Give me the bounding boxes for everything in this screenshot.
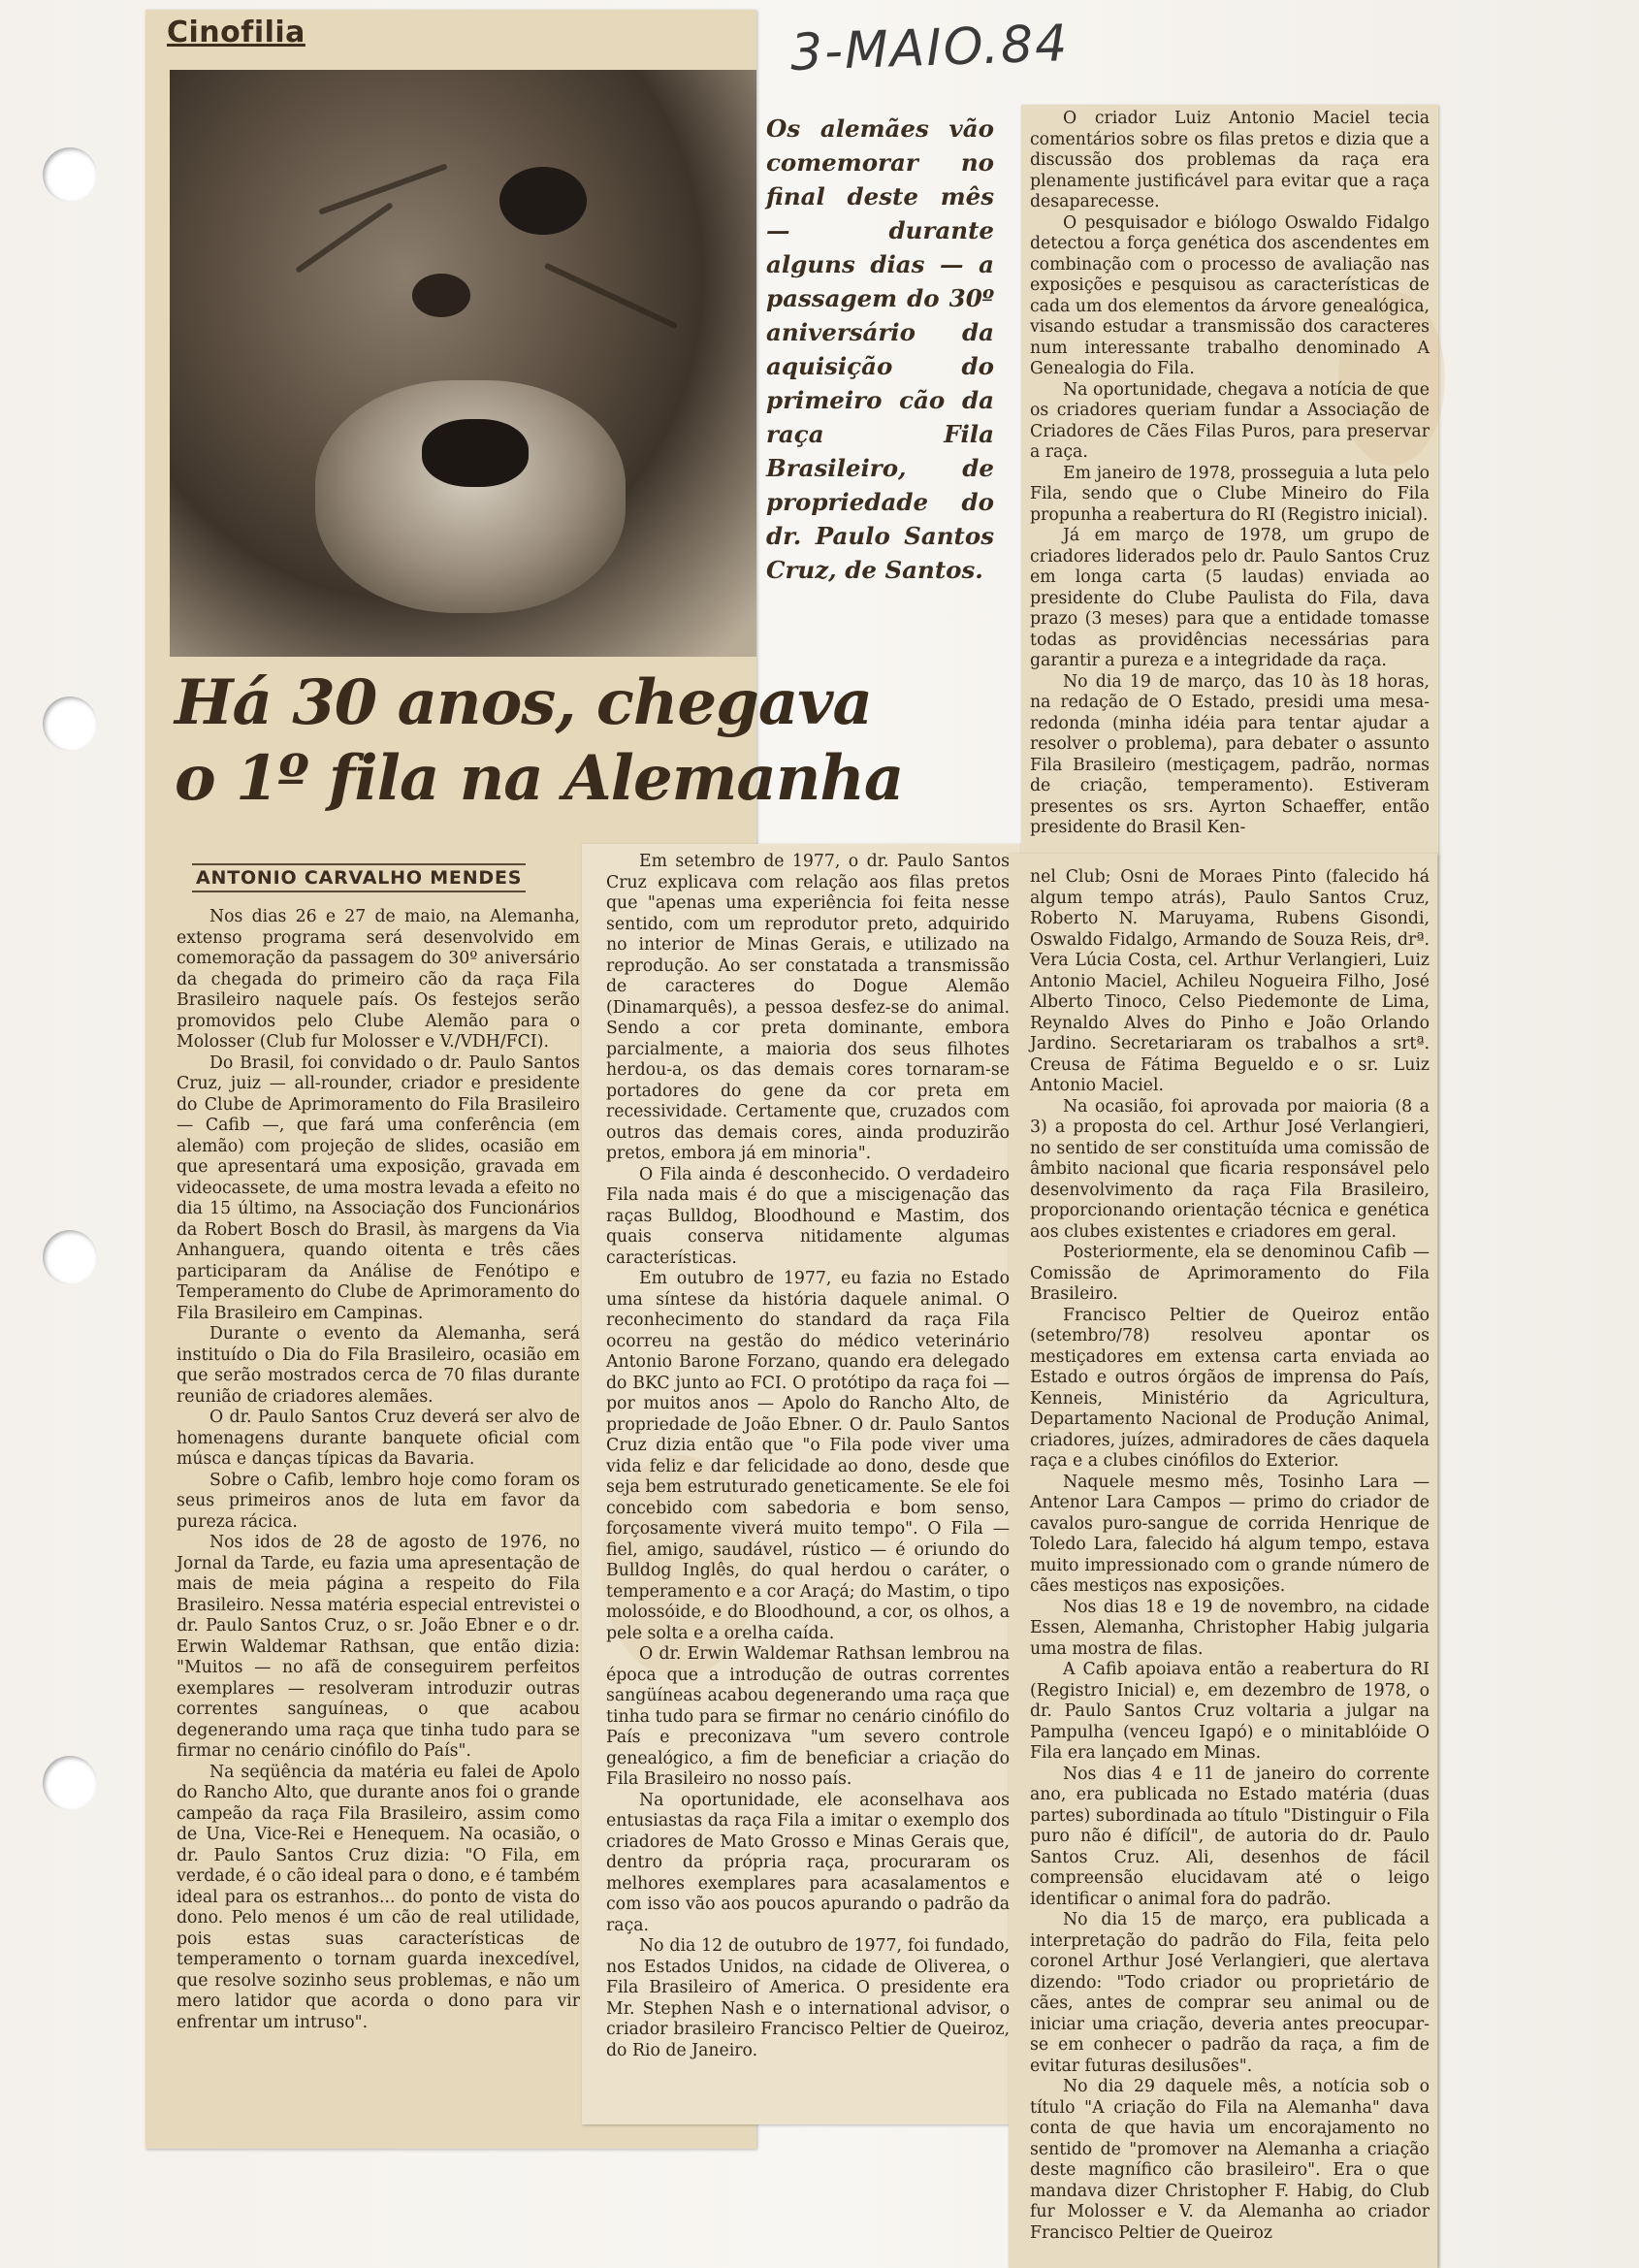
- binder-hole: [43, 1756, 97, 1810]
- article-column-2: [606, 852, 1010, 2061]
- paragraph: Nos dias 4 e 11 de janeiro do corrente ano, era publicada no Estado matéria (duas partes) subordinada ao título "Distinguir o Fila puro não é difícil", de autoria do dr. Paulo Santos Cruz. Ali, desenhos de fácil compreensão elucidavam até o leigo identificar o animal fora do padrão.: [1030, 1764, 1430, 1909]
- paragraph: Nos idos de 28 de agosto de 1976, no Jornal da Tarde, eu fazia uma apresentação de mais de meia página a respeito do Fila Brasileiro. Nessa matéria especial entrevistei o dr. Paulo Santos Cruz, o sr. João Ebner e o dr. Erwin Waldemar Rathsan, que então dizia: "Muitos — no afã de conseguirem perfeitos exemplares — resolveram introduzir outras correntes sanguíneas, o que acabou degenerando uma raça que tinha tudo para se firmar no cenário cinófilo do País".: [177, 1533, 580, 1761]
- paragraph: No dia 15 de março, era publicada a interpretação do padrão do Fila, feita pelo coronel Arthur José Verlangieri, que alertava dizendo: "Todo criador ou proprietário de cães, antes de comprar seu animal ou de iniciar uma criação, deveria antes preocupar-se em conhecer o padrão da raça, a fim de evitar futuras desilusões".: [1030, 1910, 1430, 2076]
- paragraph: Naquele mesmo mês, Tosinho Lara — Antenor Lara Campos — primo do criador de cavalos puro-sangue de corrida Henrique de Toledo Lara, falecido há algum tempo, estava muito impressionado com o grande número de cães mestiços nas exposições.: [1030, 1472, 1430, 1596]
- dog-eye: [499, 167, 587, 235]
- lede-text: Os alemães vão comemorar no final deste mês — durante alguns dias — a passagem do 30º aniversário da aquisição do primeiro cão da raça Fila Brasileiro, de propriedade do dr. Paulo Santos Cruz, de Santos.: [766, 114, 994, 584]
- article-column-3-bottom: [1030, 867, 1430, 2244]
- fur-wrinkle: [544, 263, 678, 330]
- paragraph: Em outubro de 1977, eu fazia no Estado uma síntese da história daquele animal. O reconhecimento do standard da raça Fila ocorreu na gestão do médico veterinário Antonio Barone Forzano, quando era delegado do BKC junto ao FCI. O protótipo da raça foi — por muitos anos — Apolo do Rancho Alto, de propriedade de João Ebner. O dr. Paulo Santos Cruz dizia então que "o Fila pode viver uma vida feliz e dar felicidade ao dono, desde que seja bem estruturado geneticamente. Se ele foi concebido com sabedoria e bom senso, forçosamente viverá muito tempo". O Fila — fiel, amigo, saudável, rústico — é oriundo do Bulldog Inglês, do qual herdou o caráter, o temperamento e a cor Araçá; do Mastim, o tipo molossóide, e do Bloodhound, a cor, os olhos, a pele solta e a orelha caída.: [606, 1269, 1010, 1643]
- paragraph: O pesquisador e biólogo Oswaldo Fidalgo detectou a força genética dos ascendentes em combinação com o processo de avaliação nas exposições e pesquisou as características de cada um dos elementos da árvore genealógica, visando estudar a transmissão dos caracteres num interessante trabalho denominado A Genealogia do Fila.: [1030, 212, 1430, 378]
- paragraph: O criador Luiz Antonio Maciel tecia comentários sobre os filas pretos e dizia que a discussão dos problemas da raça era plenamente justificável para evitar que a raça desaparecesse.: [1030, 109, 1430, 211]
- dog-photo: [170, 70, 756, 657]
- paragraph: No dia 19 de março, das 10 às 18 horas, na redação de O Estado, presidi uma mesa-redonda (minha idéia para tentar ajudar a resolver o problema), para debater o assunto Fila Brasileiro (mestiçagem, padrão, normas de criação, temperamento). Estiveram presentes os srs. Ayrton Schaeffer, então presidente do Brasil Ken-: [1030, 671, 1430, 837]
- paragraph: Em setembro de 1977, o dr. Paulo Santos Cruz explicava com relação aos filas pretos que "apenas uma experiência foi feita nesse sentido, com um reprodutor preto, adquirido no interior de Minas Gerais, e utilizado na reprodução. Ao ser constatada a transmissão de caracteres do Dogue Alemão (Dinamarquês), a pessoa desfez-se do animal. Sendo a cor preta dominante, embora parcialmente, a maioria dos seus filhotes herdou-a, os das demais cores tornaram-se portadores do gene da cor preta em recessividade. Certamente que, cruzados com outros das demais cores, ainda produzirão pretos, embora já em minoria".: [606, 852, 1010, 1163]
- paragraph: Francisco Peltier de Queiroz então (setembro/78) resolveu apontar os mestiçadores em extensa carta enviada ao Estado e outros órgãos de imprensa do País, Kenneis, Ministério da Agricultura, Departamento Nacional de Produção Animal, criadores, juízes, admiradores de cães daquela raça e a clubes cinófilos do Exterior.: [1030, 1305, 1430, 1471]
- binder-hole: [43, 697, 97, 751]
- paragraph: O dr. Erwin Waldemar Rathsan lembrou na época que a introdução de outras correntes sangüíneas acabou degenerando uma raça que tinha tudo para se firmar no cenário cinófilo do País e preconizava "um severo controle genealógico, a fim de beneficiar a criação do Fila Brasileiro no nosso país.: [606, 1644, 1010, 1789]
- dog-nose: [422, 419, 529, 487]
- paragraph: A Cafib apoiava então a reabertura do RI (Registro Inicial) e, em dezembro de 1978, o dr. Paulo Santos Cruz voltaria a julgar na Pampulha (venceu Igapó) e o minitablóide O Fila era lançado em Minas.: [1030, 1660, 1430, 1763]
- paragraph: Posteriormente, ela se denominou Cafib — Comissão de Aprimoramento do Fila Brasileiro.: [1030, 1243, 1430, 1304]
- article-column-3-top: [1030, 109, 1430, 839]
- paragraph: O Fila ainda é desconhecido. O verdadeiro Fila nada mais é do que a miscigenação das raças Bulldog, Bloodhound e Mastim, dos quais conserva nitidamente algumas características.: [606, 1164, 1010, 1268]
- paragraph: Durante o evento da Alemanha, será instituído o Dia do Fila Brasileiro, ocasião em que serão mostrados cerca de 70 filas durante reunião de criadores alemães.: [177, 1324, 580, 1407]
- paragraph: Na seqüência da matéria eu falei de Apolo do Rancho Alto, que durante anos foi o grande campeão da raça Fila Brasileiro, assim como de Una, Vice-Rei e Henequem. Na ocasião, o dr. Paulo Santos Cruz dizia: "O Fila, em verdade, é o cão ideal para o dono, e é também ideal para os estranhos... do ponto de vista do dono. Pelo menos é um cão de real utilidade, pois estas suas características de temperamento o tornam guarda inexcedível, que resolve sozinho seus problemas, e não um mero latidor que acorda o dono para vir enfrentar um intruso".: [177, 1762, 580, 2032]
- paragraph: No dia 12 de outubro de 1977, foi fundado, nos Estados Unidos, na cidade de Oliverea, o Fila Brasileiro of America. O presidente era Mr. Stephen Nash e o international advisor, o criador brasileiro Francisco Peltier de Queiroz, do Rio de Janeiro.: [606, 1936, 1010, 2060]
- paragraph: nel Club; Osni de Moraes Pinto (falecido há algum tempo atrás), Paulo Santos Cruz, Roberto N. Maruyama, Rubens Gisondi, Oswaldo Fidalgo, Armando de Souza Reis, drª. Vera Lúcia Costa, cel. Arthur Verlangieri, Luiz Antonio Maciel, Achileu Nogueira Filho, José Alberto Tinoco, Celso Piedemonte de Lima, Reynaldo Alves do Pinho e João Orlando Jardino. Secretariaram os trabalhos a srtª. Creusa de Fátima Begueldo e o sr. Luiz Antonio Maciel.: [1030, 867, 1430, 1095]
- paragraph: Nos dias 26 e 27 de maio, na Alemanha, extenso programa será desenvolvido em comemoração da passagem do 30º aniversário da chegada do primeiro cão da raça Fila Brasileiro naquele país. Os festejos serão promovidos pelo Clube Alemão para o Molosser (Club fur Molosser e V./VDH/FCI).: [177, 907, 580, 1052]
- headline-line: o 1º fila na Alemanha: [175, 742, 904, 815]
- paragraph: O dr. Paulo Santos Cruz deverá ser alvo de homenagens durante banquete oficial com músca e danças típicas da Bavaria.: [177, 1408, 580, 1469]
- paragraph: Já em março de 1978, um grupo de criadores liderados pelo dr. Paulo Santos Cruz em longa carta (5 laudas) enviada ao presidente do Clube Paulista do Fila, dava prazo (3 meses) para que a entidade tomasse todas as providências necessárias para garantir a pureza e a integridade da raça.: [1030, 526, 1430, 670]
- binder-hole: [43, 147, 97, 202]
- dog-eye: [412, 274, 470, 317]
- handwritten-date: 3-MAIO.84: [789, 15, 1071, 82]
- paragraph: Na oportunidade, chegava a notícia de que os criadores queriam fundar a Associação de Criadores de Cães Filas Puros, para preservar a raça.: [1030, 379, 1430, 462]
- headline: [175, 665, 1009, 817]
- byline: ANTONIO CARVALHO MENDES: [192, 863, 526, 892]
- paragraph: No dia 29 daquele mês, a notícia sob o título "A criação do Fila na Alemanha" dava conta de que havia um encorajamento no sentido de "promover na Alemanha a criação deste magnífico cão brasileiro". Era o que mandava dizer Christopher F. Habig, do Club fur Molosser e V. da Alemanha ao criador Francisco Peltier de Queiroz: [1030, 2077, 1430, 2243]
- paragraph: Do Brasil, foi convidado o dr. Paulo Santos Cruz, juiz — all-rounder, criador e presidente do Clube de Aprimoramento do Fila Brasileiro — Cafib —, que fará uma conferência (em alemão) com projeção de slides, ocasião em que apresentará uma exposição, gravada em videocassete, de uma mostra levada a efeito no dia 15 último, na Associação dos Funcionários da Robert Bosch do Brasil, às margens da Via Anhanguera, quando oitenta e três cães participaram da Análise de Fenótipo e Temperamento do Clube de Aprimoramento do Fila Brasileiro em Campinas.: [177, 1053, 580, 1323]
- paragraph: Na ocasião, foi aprovada por maioria (8 a 3) a proposta do cel. Arthur José Verlangieri, no sentido de ser constituída uma comissão de âmbito nacional que ficaria responsável pelo desenvolvimento da raça Fila Brasileiro, proporcionando orientação técnica e genética aos clubes existentes e criadores em geral.: [1030, 1096, 1430, 1242]
- section-heading: Cinofilia: [167, 16, 305, 49]
- article-column-1: [177, 907, 580, 2033]
- binder-hole: [43, 1230, 97, 1284]
- paragraph: Nos dias 18 e 19 de novembro, na cidade Essen, Alemanha, Christopher Habig julgaria uma mostra de filas.: [1030, 1597, 1430, 1659]
- fur-wrinkle: [295, 202, 394, 274]
- dog-muzzle: [315, 380, 626, 613]
- paragraph: Sobre o Cafib, lembro hoje como foram os seus primeiros anos de luta em favor da pureza rácica.: [177, 1470, 580, 1532]
- paragraph: Em janeiro de 1978, prosseguia a luta pelo Fila, sendo que o Clube Mineiro do Fila propunha a reabertura do RI (Registro inicial).: [1030, 463, 1430, 525]
- headline-line: Há 30 anos, chegava: [175, 666, 872, 739]
- paragraph: Na oportunidade, ele aconselhava aos entusiastas da raça Fila a imitar o exemplo dos criadores de Mato Grosso e Minas Gerais que, dentro da própria raça, procuraram os melhores exemplares para acasalamentos e com isso vão aos poucos apurando o padrão da raça.: [606, 1790, 1010, 1935]
